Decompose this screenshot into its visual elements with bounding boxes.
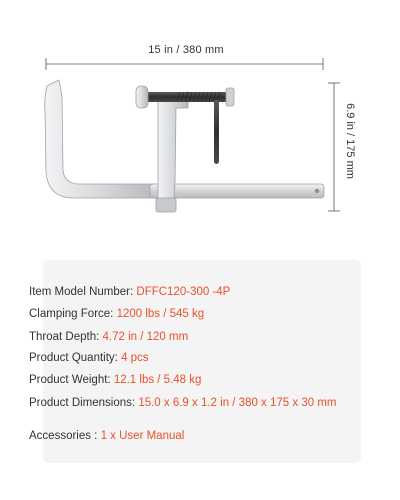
width-dimension-line <box>46 58 323 70</box>
spec-row-throat-depth <box>29 331 188 343</box>
spec-row-accessories <box>29 430 184 442</box>
spec-label: Product Dimensions: <box>29 397 136 409</box>
spec-label: Clamping Force: <box>29 308 114 320</box>
spec-value: 1 x User Manual <box>100 430 185 442</box>
spec-value: 15.0 x 6.9 x 1.2 in / 380 x 175 x 30 mm <box>138 397 337 409</box>
spec-label: Product Quantity: <box>29 352 118 364</box>
spec-row-weight <box>29 374 201 386</box>
spec-label: Item Model Number: <box>29 286 134 298</box>
spec-row-dimensions <box>29 397 336 409</box>
spec-label: Throat Depth: <box>29 331 100 343</box>
spec-row-clamping-force <box>29 308 204 320</box>
spec-row-model <box>29 286 230 298</box>
spec-value: 12.1 lbs / 5.48 kg <box>113 374 202 386</box>
spec-value: DFFC120-300 -4P <box>136 286 231 298</box>
spec-value: 1200 lbs / 545 kg <box>116 308 205 320</box>
spec-label: Accessories : <box>29 430 98 442</box>
height-dimension-line <box>328 83 340 211</box>
spec-label: Product Weight: <box>29 374 111 386</box>
width-dimension-label: 15 in / 380 mm <box>148 44 224 56</box>
spec-value: 4.72 in / 120 mm <box>102 331 189 343</box>
height-dimension-label: 6.9 in / 175 mm <box>344 103 356 179</box>
screw-spindle <box>136 86 234 164</box>
spec-row-quantity <box>29 352 149 364</box>
spec-value: 4 pcs <box>121 352 149 364</box>
